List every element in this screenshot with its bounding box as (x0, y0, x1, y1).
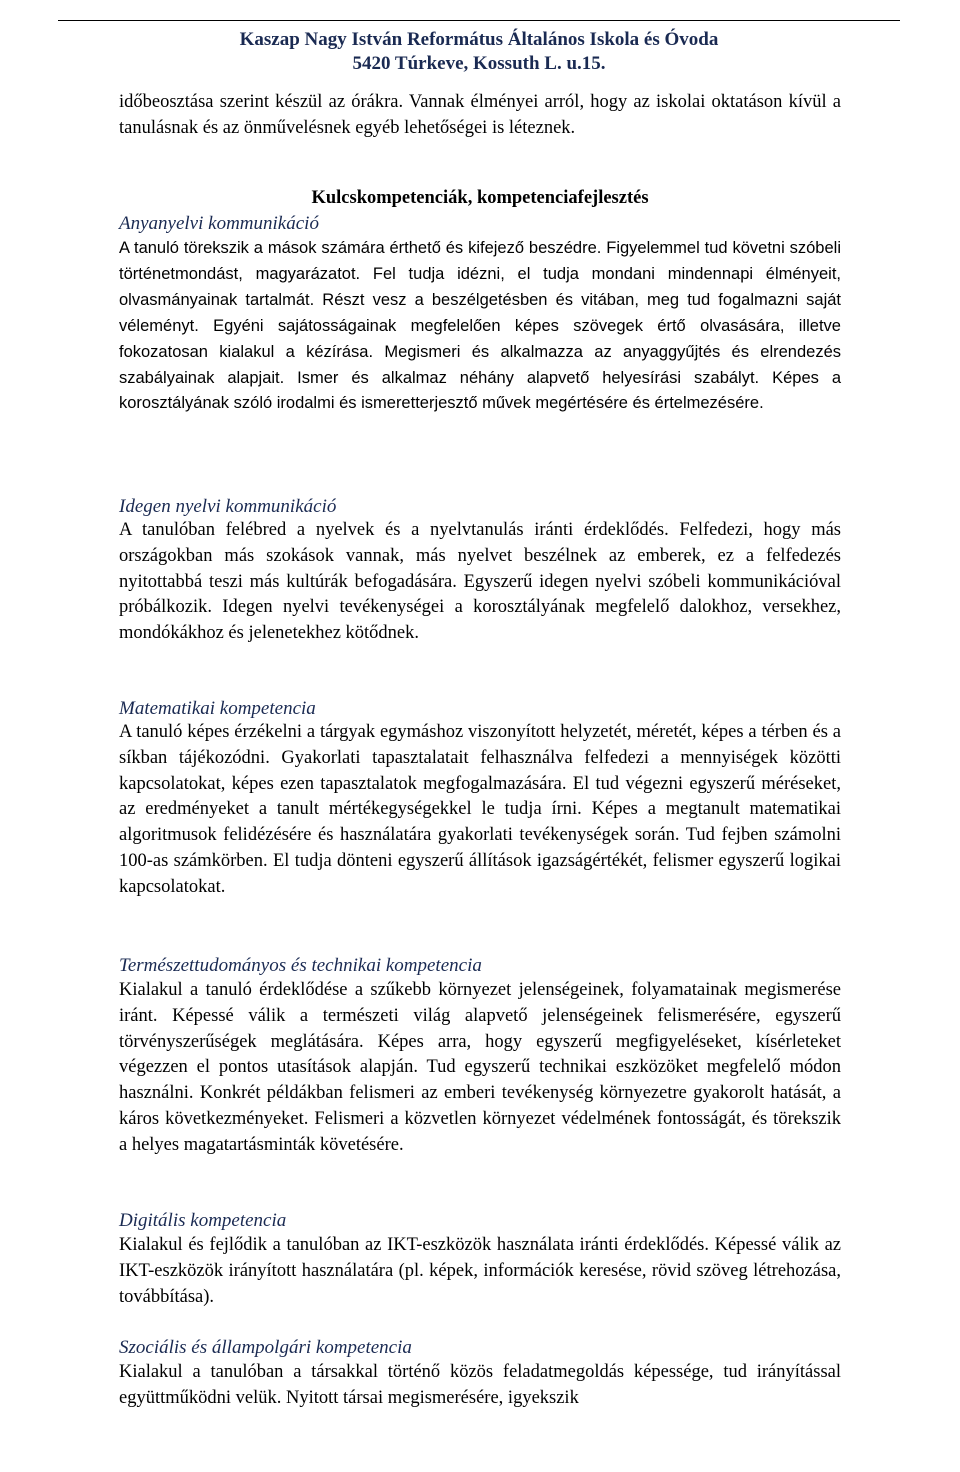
section-text: A tanulóban felébred a nyelvek és a nyelvtanulás iránti érdeklődés. Felfedezi, hogy más országokban más szokások vannak, más nyelvet beszélnek az emberek, ez a felfedezés nyitottabbá teszi más kultúrák befogadására. Egyszerű idegen nyelvi szóbeli kommunikációval próbálkozik. Idegen nyelvi tevékenységei a korosztályának megfelelő dalokhoz, versekhez, mondókákhoz és jelenetekhez kötődnek. (119, 520, 841, 644)
section-text: A tanuló törekszik a mások számára érthető és kifejező beszédre. Figyelemmel tud követni szóbeli történetmondást, magyarázatot. Fel tudja idézni, el tudja mondani mindennapi élményeit, olvasmányainak tartalmát. Részt vesz a beszélgetésben és vitában, meg tud fogalmazni saját véleményt. Egyéni sajátosságainak megfelelően képes szövegek értő olvasására, illetve fokozatosan kialakul a kézírása. Megismeri és alkalmazza az anyaggyűjtés és elrendezés szabályainak alapjait. Ismer és alkalmaz néhány alapvető helyesírási szabályt. Képes a korosztályának szóló irodalmi és ismeretterjesztő művek megértésére és értelmezésére. (119, 239, 841, 413)
intro-text: időbeosztása szerint készül az órákra. Vannak élményei arról, hogy az iskolai oktatáson kívül a tanulásnak és az önművelésnek egyéb lehetőségei is léteznek. (119, 92, 841, 138)
header-rule (58, 20, 900, 21)
section-text: Kialakul a tanuló érdeklődése a szűkebb környezet jelenségeinek, folyamatainak megismerése iránt. Képessé válik a természeti világ alapvető jelenségeinek felismerésére, egyszerű törvényszerűségek meglátására. Képes arra, hogy egyszerű megfigyeléseket, kísérleteket végezzen el pontos utasítások alapján. Tud egyszerű technikai eszközöket megfelelő módon használni. Konkrét példákban felismeri az emberi tevékenység környezetre gyakorolt hatását, a káros következményeket. Felismeri a közvetlen környezet védelmének fontosságát, és törekszik a helyes magatartásminták követésére. (119, 980, 841, 1155)
section-text: Kialakul a tanulóban a társakkal történő közös feladatmegoldás képessége, tud irányítással együttműködni velük. Nyitott társai megismerésére, igyekszik (119, 1362, 841, 1408)
header-address: 5420 Túrkeve, Kossuth L. u.15. (352, 53, 606, 74)
section-title-szocialis: Szociális és állampolgári kompetencia (119, 1337, 412, 1358)
header-school-name: Kaszap Nagy István Református Általános Iskola és Óvoda (239, 29, 719, 50)
main-title: Kulcskompetenciák, kompetenciafejlesztés (311, 188, 649, 208)
section-title-digitalis: Digitális kompetencia (119, 1210, 287, 1231)
page-header (58, 28, 900, 76)
section-text: A tanuló képes érzékelni a tárgyak egymáshoz viszonyított helyzetét, méretét, képes a térben és a síkban tájékozódni. Gyakorlati tapasztalatait felhasználva felfedezi a mennyiségek közötti kapcsolatokat, képes ezen tapasztalatok megfogalmazására. El tud végezni egyszerű méréseket, az eredményeket a tanult mértékegységekkel le tudja írni. Képes a megtanult matematikai algoritmusok felidézésére és használatára gyakorlati tevékenységek során. Tud fejben számolni 100-as számkörben. El tudja dönteni egyszerű állítások igazságértékét, felismer egyszerű logikai kapcsolatokat. (119, 722, 841, 897)
section-title-termeszettudomanyos: Természettudományos és technikai kompetencia (119, 955, 482, 976)
section-body-anyanyelvi (119, 236, 841, 417)
section-title-idegen-nyelvi: Idegen nyelvi kommunikáció (119, 496, 337, 517)
section-body-digitalis (119, 1233, 841, 1310)
section-title-matematikai: Matematikai kompetencia (119, 698, 316, 719)
section-body-szocialis (119, 1360, 841, 1412)
section-body-matematikai (119, 720, 841, 901)
intro-paragraph (119, 90, 841, 141)
section-text: Kialakul és fejlődik a tanulóban az IKT-eszközök használata iránti érdeklődés. Képessé válik az IKT-eszközök irányított használatára (pl. képek, információk keresése, rövid szöveg létrehozása, továbbítása). (119, 1235, 841, 1307)
section-title-anyanyelvi: Anyanyelvi kommunikáció (119, 213, 319, 234)
section-body-idegen-nyelvi (119, 518, 841, 647)
section-body-termeszettudomanyos (119, 978, 841, 1159)
